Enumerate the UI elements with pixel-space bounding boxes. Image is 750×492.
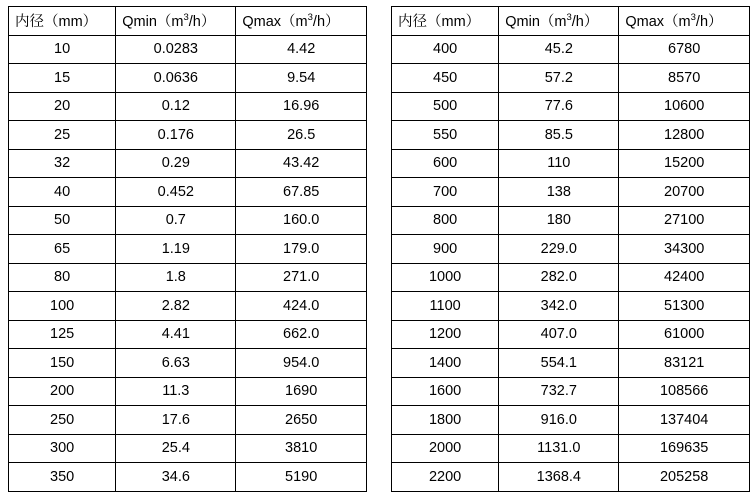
cell-qmax: 83121 <box>619 349 750 378</box>
table-header <box>392 7 750 36</box>
table-row <box>9 235 367 264</box>
cell-diameter: 300 <box>9 434 116 463</box>
cell-diameter: 600 <box>392 149 499 178</box>
small-diameter-table <box>8 6 367 492</box>
cell-qmin: 732.7 <box>499 377 619 406</box>
cell-qmax: 26.5 <box>236 121 367 150</box>
cell-qmax: 34300 <box>619 235 750 264</box>
table-row <box>9 377 367 406</box>
cell-qmax: 8570 <box>619 64 750 93</box>
table-row <box>392 92 750 121</box>
cell-qmin: 1131.0 <box>499 434 619 463</box>
cell-qmax: 15200 <box>619 149 750 178</box>
header-text-qmin-post: /h） <box>571 14 599 31</box>
cell-qmax: 205258 <box>619 463 750 492</box>
table-row <box>392 206 750 235</box>
cell-qmin: 57.2 <box>499 64 619 93</box>
cell-diameter: 1100 <box>392 292 499 321</box>
table-row <box>9 263 367 292</box>
cell-diameter: 1200 <box>392 320 499 349</box>
header-cell-qmax <box>619 7 750 36</box>
table-row <box>9 406 367 435</box>
header-cell-qmin <box>499 7 619 36</box>
cell-qmax: 4.42 <box>236 35 367 64</box>
table-body-large <box>392 35 750 491</box>
header-row <box>392 7 750 36</box>
table-row <box>392 235 750 264</box>
cell-qmax: 1690 <box>236 377 367 406</box>
cell-qmax: 9.54 <box>236 64 367 93</box>
table-row <box>9 292 367 321</box>
cell-diameter: 150 <box>9 349 116 378</box>
table-row <box>392 349 750 378</box>
header-sup-qmin: 3 <box>566 12 572 24</box>
cell-diameter: 800 <box>392 206 499 235</box>
cell-qmin: 2.82 <box>116 292 236 321</box>
cell-diameter: 250 <box>9 406 116 435</box>
cell-diameter: 400 <box>392 35 499 64</box>
cell-diameter: 32 <box>9 149 116 178</box>
table-row <box>392 377 750 406</box>
cell-qmin: 1.8 <box>116 263 236 292</box>
cell-diameter: 2200 <box>392 463 499 492</box>
header-text-qmin-pre: Qmin（m <box>122 14 184 31</box>
cell-diameter: 200 <box>9 377 116 406</box>
table-row <box>392 35 750 64</box>
header-text-qmax-pre: Qmax（m <box>242 14 308 31</box>
table-row <box>392 178 750 207</box>
header-cell-qmin <box>116 7 236 36</box>
cell-qmax: 424.0 <box>236 292 367 321</box>
cell-qmin: 916.0 <box>499 406 619 435</box>
cell-qmin: 0.0636 <box>116 64 236 93</box>
cell-qmax: 179.0 <box>236 235 367 264</box>
cell-qmin: 282.0 <box>499 263 619 292</box>
cell-diameter: 65 <box>9 235 116 264</box>
cell-diameter: 700 <box>392 178 499 207</box>
cell-qmax: 3810 <box>236 434 367 463</box>
table-row <box>9 64 367 93</box>
table-row <box>392 263 750 292</box>
cell-diameter: 1800 <box>392 406 499 435</box>
cell-qmax: 160.0 <box>236 206 367 235</box>
table-row <box>9 349 367 378</box>
cell-qmin: 407.0 <box>499 320 619 349</box>
cell-qmax: 5190 <box>236 463 367 492</box>
cell-qmax: 662.0 <box>236 320 367 349</box>
cell-qmax: 6780 <box>619 35 750 64</box>
cell-qmin: 85.5 <box>499 121 619 150</box>
cell-qmin: 25.4 <box>116 434 236 463</box>
table-row <box>392 292 750 321</box>
cell-qmin: 0.7 <box>116 206 236 235</box>
cell-diameter: 80 <box>9 263 116 292</box>
header-text-diameter: 内径（mm） <box>15 14 98 31</box>
cell-diameter: 2000 <box>392 434 499 463</box>
cell-qmax: 43.42 <box>236 149 367 178</box>
cell-qmax: 61000 <box>619 320 750 349</box>
table-row <box>9 92 367 121</box>
header-sup-qmax: 3 <box>690 12 696 24</box>
table-row <box>392 121 750 150</box>
cell-qmin: 0.29 <box>116 149 236 178</box>
cell-qmin: 45.2 <box>499 35 619 64</box>
header-text-qmax-post: /h） <box>695 14 723 31</box>
cell-qmin: 34.6 <box>116 463 236 492</box>
cell-diameter: 350 <box>9 463 116 492</box>
cell-qmin: 0.0283 <box>116 35 236 64</box>
table-row <box>9 121 367 150</box>
cell-diameter: 40 <box>9 178 116 207</box>
cell-qmax: 2650 <box>236 406 367 435</box>
cell-qmin: 342.0 <box>499 292 619 321</box>
cell-qmin: 4.41 <box>116 320 236 349</box>
cell-qmax: 137404 <box>619 406 750 435</box>
cell-diameter: 1400 <box>392 349 499 378</box>
cell-diameter: 10 <box>9 35 116 64</box>
cell-qmin: 180 <box>499 206 619 235</box>
table-row <box>9 35 367 64</box>
cell-diameter: 100 <box>9 292 116 321</box>
cell-qmin: 1.19 <box>116 235 236 264</box>
cell-qmin: 110 <box>499 149 619 178</box>
cell-qmax: 12800 <box>619 121 750 150</box>
cell-qmin: 554.1 <box>499 349 619 378</box>
table-row <box>9 178 367 207</box>
cell-qmax: 27100 <box>619 206 750 235</box>
table-row <box>392 149 750 178</box>
table-row <box>9 206 367 235</box>
cell-diameter: 20 <box>9 92 116 121</box>
header-cell-qmax <box>236 7 367 36</box>
cell-diameter: 25 <box>9 121 116 150</box>
cell-diameter: 500 <box>392 92 499 121</box>
cell-diameter: 550 <box>392 121 499 150</box>
table-row <box>9 149 367 178</box>
table-row <box>9 463 367 492</box>
cell-qmax: 16.96 <box>236 92 367 121</box>
cell-qmax: 10600 <box>619 92 750 121</box>
cell-qmax: 169635 <box>619 434 750 463</box>
table-row <box>392 64 750 93</box>
cell-diameter: 50 <box>9 206 116 235</box>
cell-qmin: 0.12 <box>116 92 236 121</box>
cell-qmin: 1368.4 <box>499 463 619 492</box>
cell-qmax: 108566 <box>619 377 750 406</box>
cell-diameter: 900 <box>392 235 499 264</box>
header-text-qmax-post: /h） <box>312 14 340 31</box>
header-text-diameter: 内径（mm） <box>398 14 481 31</box>
header-text-qmin-pre: Qmin（m <box>505 14 567 31</box>
header-sup-qmax: 3 <box>307 12 313 24</box>
cell-qmax: 67.85 <box>236 178 367 207</box>
cell-diameter: 450 <box>392 64 499 93</box>
cell-qmax: 51300 <box>619 292 750 321</box>
header-cell-diameter <box>9 7 116 36</box>
header-sup-qmin: 3 <box>183 12 189 24</box>
header-text-qmin-post: /h） <box>188 14 216 31</box>
header-text-qmax-pre: Qmax（m <box>625 14 691 31</box>
cell-qmax: 271.0 <box>236 263 367 292</box>
table-body-small <box>9 35 367 491</box>
cell-qmin: 0.452 <box>116 178 236 207</box>
cell-qmax: 954.0 <box>236 349 367 378</box>
table-row <box>392 434 750 463</box>
cell-qmin: 6.63 <box>116 349 236 378</box>
cell-qmin: 0.176 <box>116 121 236 150</box>
cell-qmin: 77.6 <box>499 92 619 121</box>
header-cell-diameter <box>392 7 499 36</box>
cell-diameter: 1600 <box>392 377 499 406</box>
cell-qmax: 42400 <box>619 263 750 292</box>
cell-diameter: 1000 <box>392 263 499 292</box>
table-row <box>9 434 367 463</box>
table-header <box>9 7 367 36</box>
table-row <box>392 463 750 492</box>
table-row <box>9 320 367 349</box>
cell-qmax: 20700 <box>619 178 750 207</box>
table-row <box>392 320 750 349</box>
header-row <box>9 7 367 36</box>
cell-diameter: 15 <box>9 64 116 93</box>
large-diameter-table <box>391 6 750 492</box>
cell-qmin: 11.3 <box>116 377 236 406</box>
cell-qmin: 138 <box>499 178 619 207</box>
table-row <box>392 406 750 435</box>
cell-diameter: 125 <box>9 320 116 349</box>
cell-qmin: 17.6 <box>116 406 236 435</box>
tables-container <box>0 6 750 492</box>
cell-qmin: 229.0 <box>499 235 619 264</box>
